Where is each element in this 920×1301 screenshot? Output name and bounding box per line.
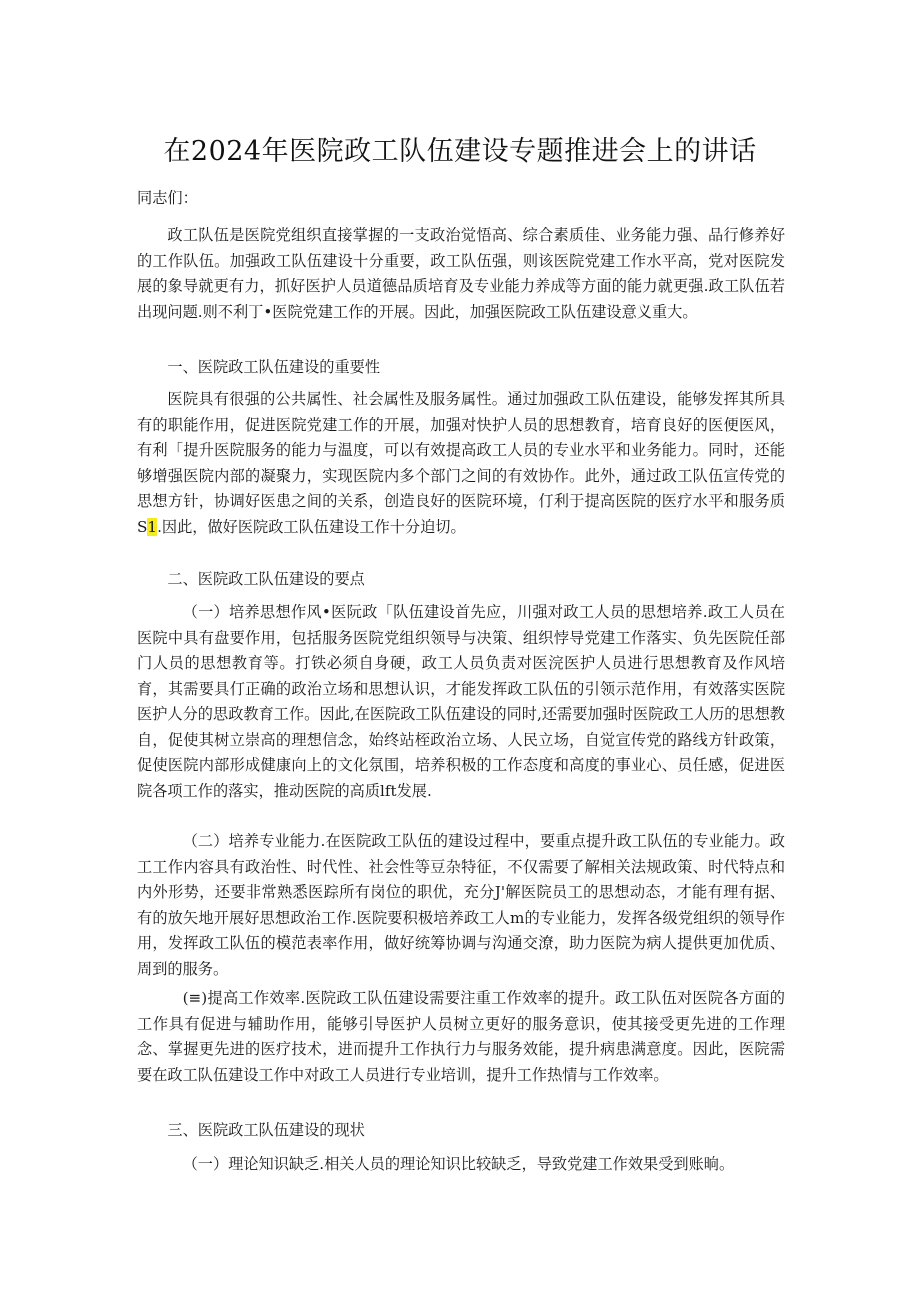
section-heading-1: 一、医院政工队伍建设的重要性 [167, 358, 381, 376]
paragraph-importance-text-a: 医院具有很强的公共属性、社会属性及服务属性。通过加强政工队伍建设，能够发挥其所具有的职能作用，促进医院党建工作的开展，加强对快护人员的思想教育，培育良好的医便医风，有利「提升医院服务的能力与温度，可以有效提高政工人员的专业水平和业务能力。同时，还能够增强医院内部的凝聚力，实现医院内多个部门之间的有效协作。此外，通过政工队伍宣传党的思想方针，协调好医患之间的关系，创造良好的医院环境，仃利于提高医院的医疗水平和服务质 [137, 390, 785, 510]
paragraph-importance [137, 387, 785, 540]
section-heading-3: 三、医院政工队伍建设的现状 [167, 1121, 365, 1139]
paragraph-professional: （二）培养专业能力.在医院政工队伍的建设过程中，要重点提升政工队伍的专业能力。政工工作内容具有政治性、时代性、社会性等豆杂特征，不仅需要了解相关法规政策、时代特点和内外形势，还要非常熟悉医踪所有岗位的职优，充分J'解医院员工的思想动态，才能有理有据、有的放矢地开展好思想政治工作.医院要积极培养政工人m的专业能力，发挥各级党组织的领导作用，发挥政工队伍的模范表率作用，做好统筹协调与沟通交潦，助力医院为病人提供更加优质、周到的服务。 [137, 832, 785, 978]
highlighted-text-s: S [137, 517, 148, 536]
paragraph-importance-text-b: .因此，做好医院政工队伍建设工作十分迫切。 [157, 517, 466, 536]
paragraph-intro: 政工队伍是医院党组织直接掌握的一支政治觉悟高、综合素质佳、业务能力强、品行修养好的工作队伍。加强政工队伍建设十分重要，政工队伍强，则该医院党建工作水平高，党对医院发展的象导就更有力，抓好医护人员道德品质培育及专业能力养成等方面的能力就更强.政工队伍若出现问题.则不利丁•医院党建工作的开展。因此，加强医院政工队伍建设意义重大。 [137, 226, 785, 321]
greeting: 同志们： [137, 189, 198, 207]
paragraph-ideology: （一）培养思想作风•医阮政「队伍建设首先应，川强对政工人员的思想培养.政工人员在医院中具有盘要作用，包括服务医院党组织领导与决策、组织悖导党建工作落实、负先医院任部门人员的思想教育等。打铁必须自身硬，政工人员负责对医浣医护人员进行思想教育及作风培育，其需要具仃正确的政治立场和思想认识，才能发挥政工队伍的引领示范作用，有效落实医院医护人分的思政教育工作。因此,在医院政工队伍建设的同时,还需要加强时医院政工人历的思想教自，促使其树立崇高的理想信念，始终站桎政治立场、人民立场，自觉宣传党的路线方针政策，促使医院内部形成健康向上的文化氛围，培养积极的工作态度和高度的事业心、员任感，促进医院各项工作的落实，推动医院的高质lft发展. [137, 603, 785, 800]
section-heading-2: 二、医院政工队伍建设的要点 [167, 570, 365, 588]
paragraph-efficiency: (≡)提高工作效率.医院政工队伍建设需要注重工作效率的提升。政工队伍对医院各方面的工作具有促进与辅助作用，能够引导医护人员树立更好的服务意识，使其接受更先进的工作理念、掌握更先进的医疗技术，进而提升工作执行力与服务效能，提升病患满意度。因此，医院需要在政工队伍建设工作中对政工人员进行专业培训，提升工作热情与工作效率。 [137, 989, 785, 1084]
highlighted-text-1: 1 [147, 517, 158, 536]
document-title: 在2024年医院政工队伍建设专题推进会上的讲话 [163, 136, 757, 167]
paragraph-status: （一）理论知识缺乏.相关人员的理论知识比较缺乏，导致党建工作效果受到账晌。 [182, 1155, 735, 1173]
